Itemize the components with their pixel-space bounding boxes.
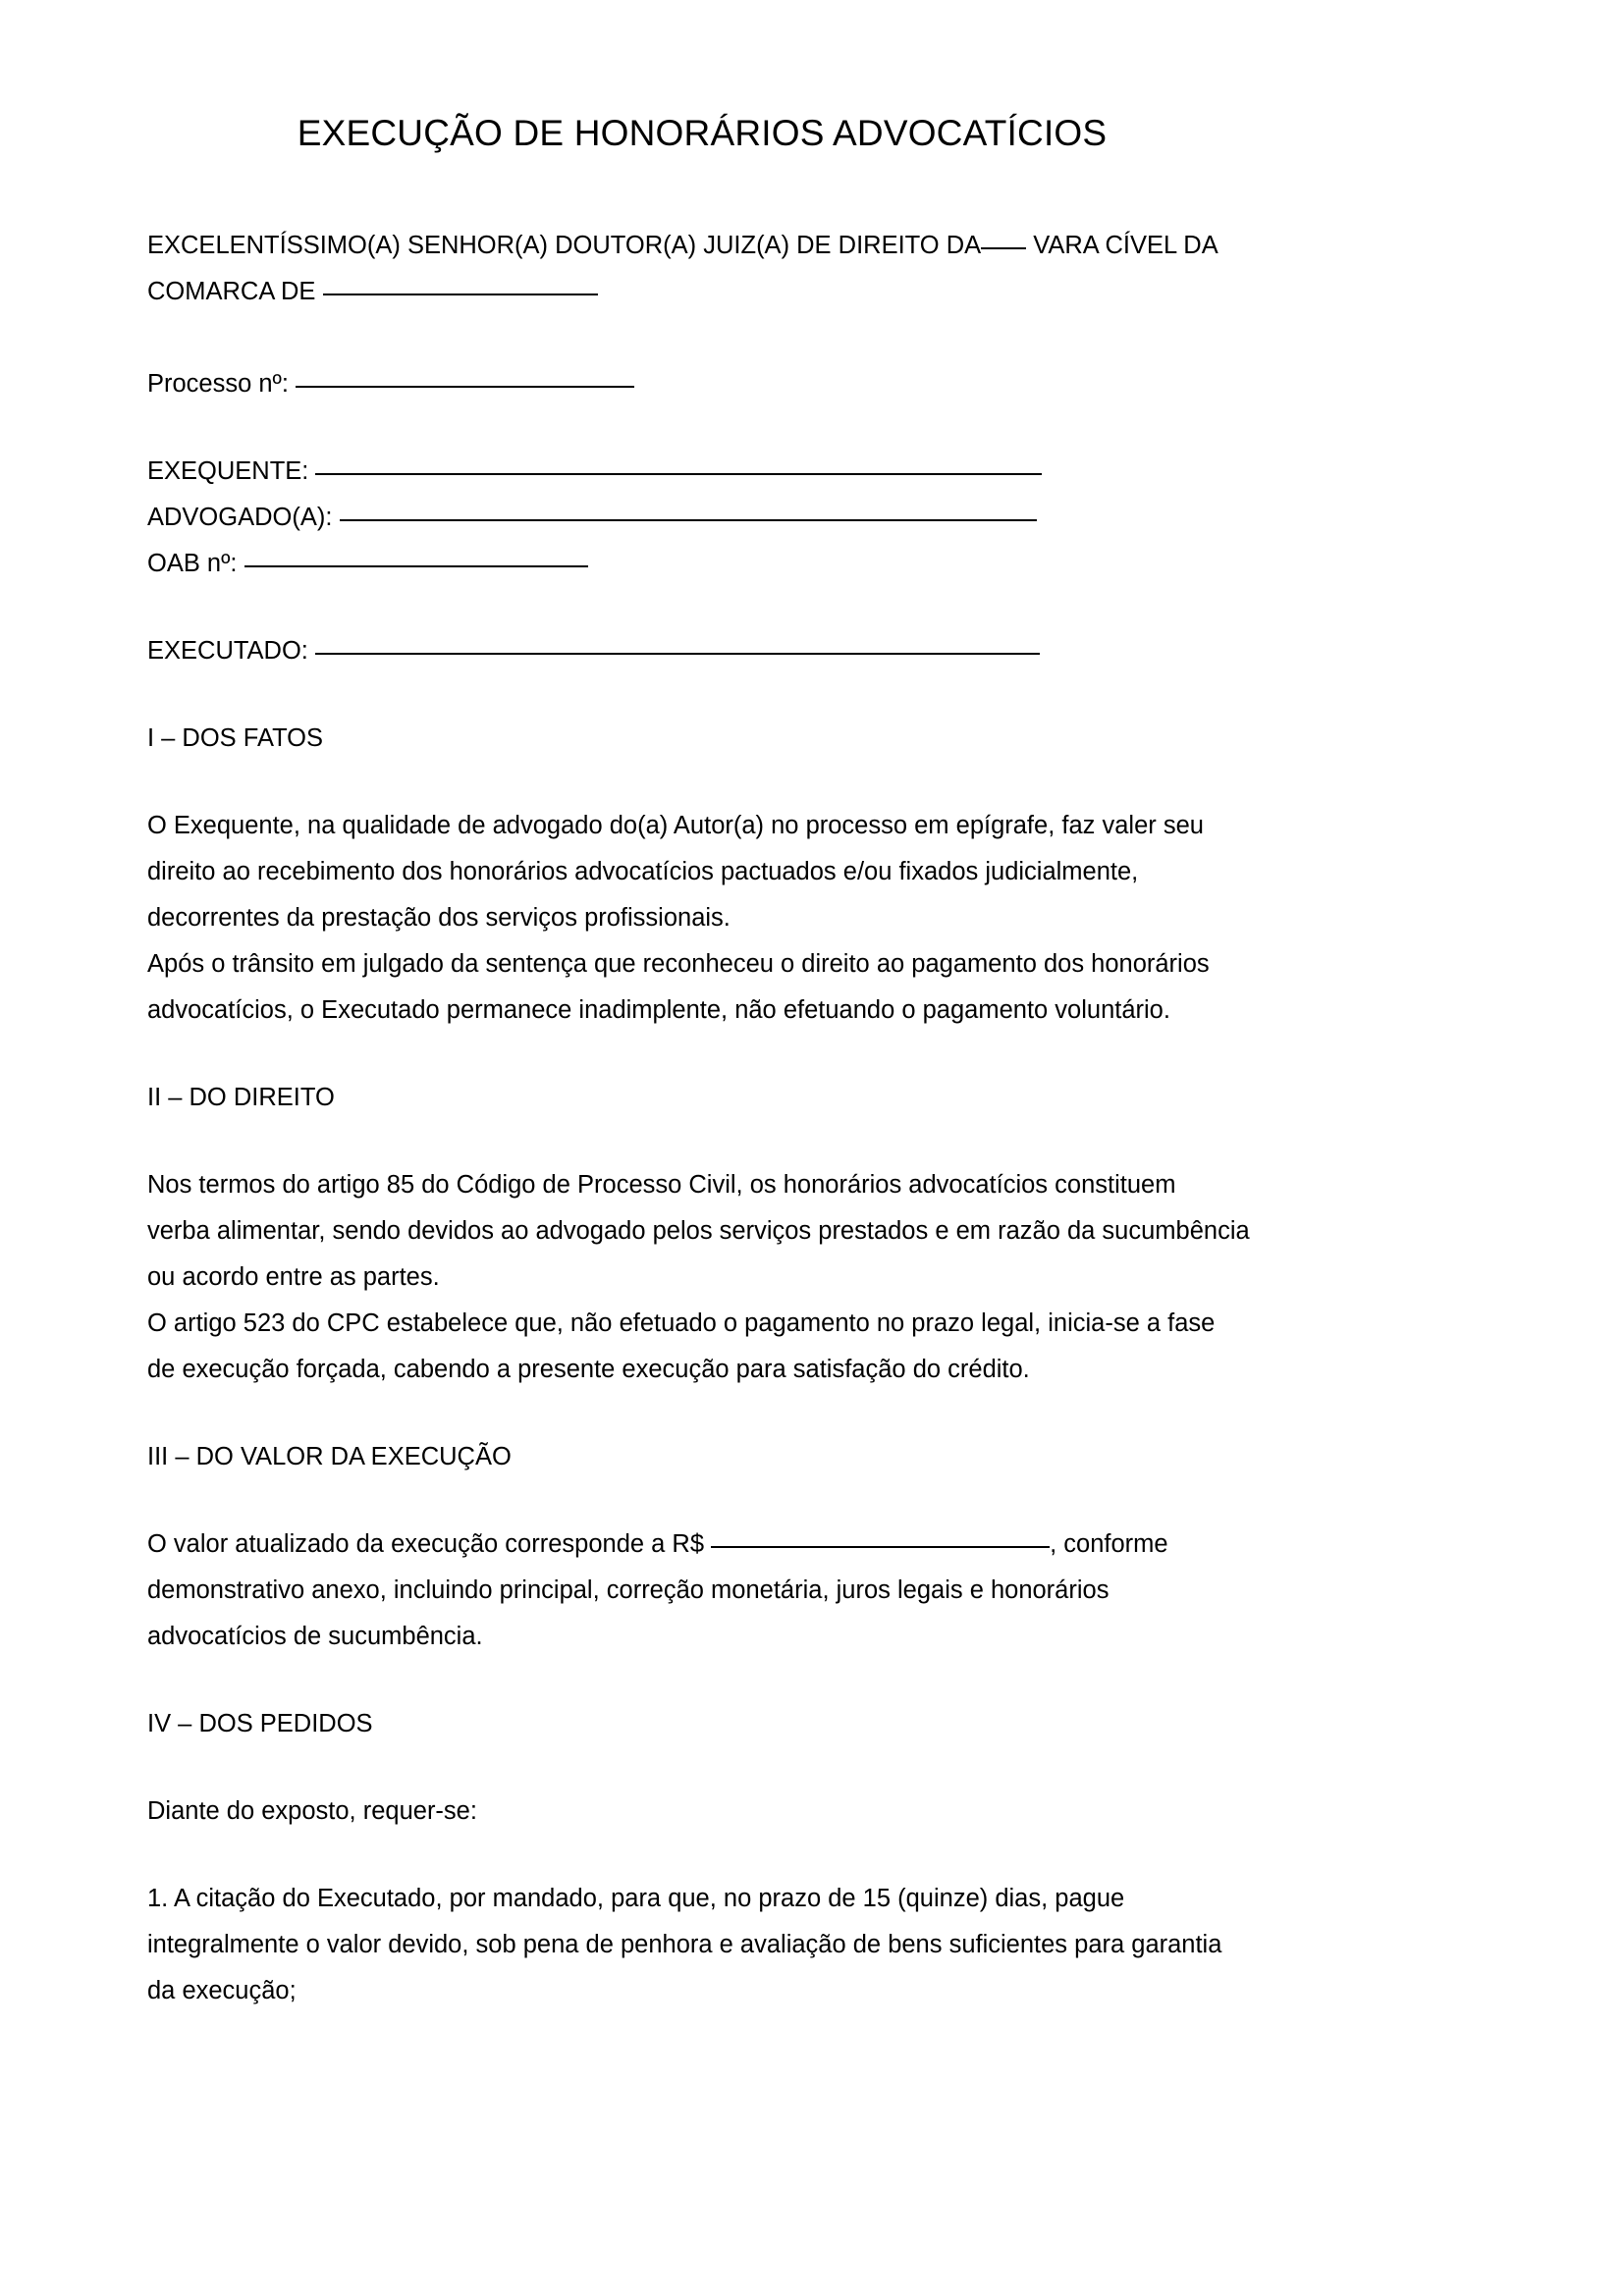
comarca-name-blank[interactable] (323, 294, 598, 295)
paragraph-line: advocatícios de sucumbência. (147, 1623, 483, 1651)
exequente-field-row (147, 449, 1483, 495)
section-i-paragraph (147, 803, 1483, 1034)
paragraph-line: Diante do exposto, requer-se: (147, 1797, 477, 1826)
section-iii-paragraph (147, 1522, 1483, 1660)
addressing-block (147, 223, 1321, 315)
processo-number-blank[interactable] (296, 386, 634, 388)
paragraph-line: ou acordo entre as partes. (147, 1263, 440, 1292)
exequente-label: EXEQUENTE: (147, 457, 309, 486)
section-heading-iv: IV – DOS PEDIDOS (147, 1710, 373, 1738)
oab-field-row (147, 541, 1483, 587)
paragraph-line: demonstrativo anexo, incluindo principal, correção monetária, juros legais e honorários (147, 1576, 1110, 1605)
addressing-line-suffix: VARA CÍVEL DA COMARCA DE (147, 232, 1218, 306)
paragraph-line: integralmente o valor devido, sob pena de penhora e avaliação de bens suficientes para garantia (147, 1931, 1222, 1959)
valor-execucao-blank[interactable] (711, 1546, 1050, 1548)
processo-label: Processo nº: (147, 370, 289, 399)
paragraph-line: Nos termos do artigo 85 do Código de Processo Civil, os honorários advocatícios constituem (147, 1171, 1176, 1200)
section-iv-intro (147, 1789, 1483, 1835)
paragraph-line: advocatícios, o Executado permanece inadimplente, não efetuando o pagamento voluntário. (147, 996, 1170, 1025)
valor-line-suffix: , conforme (1050, 1530, 1168, 1559)
executado-field-row (147, 628, 1483, 674)
section-heading-i: I – DOS FATOS (147, 724, 324, 753)
section-heading-ii: II – DO DIREITO (147, 1084, 335, 1112)
executado-label: EXECUTADO: (147, 637, 308, 666)
paragraph-line: verba alimentar, sendo devidos ao advogado pelos serviços prestados e em razão da sucumbência (147, 1217, 1250, 1246)
advogado-field-row (147, 495, 1483, 541)
paragraph-line: decorrentes da prestação dos serviços profissionais. (147, 904, 731, 933)
paragraph-line: O artigo 523 do CPC estabelece que, não efetuado o pagamento no prazo legal, inicia-se a fase (147, 1309, 1216, 1338)
paragraph-line: O Exequente, na qualidade de advogado do(a) Autor(a) no processo em epígrafe, faz valer seu (147, 812, 1204, 840)
oab-number-blank[interactable] (244, 565, 588, 567)
paragraph-line: direito ao recebimento dos honorários advocatícios pactuados e/ou fixados judicialmente, (147, 858, 1139, 886)
section-ii-paragraph (147, 1162, 1483, 1393)
paragraph-line: de execução forçada, cabendo a presente execução para satisfação do crédito. (147, 1356, 1030, 1384)
advogado-name-blank[interactable] (340, 519, 1037, 521)
paragraph-line: da execução; (147, 1977, 297, 2005)
paragraph-line: 1. A citação do Executado, por mandado, para que, no prazo de 15 (quinze) dias, pague (147, 1885, 1125, 1913)
oab-label: OAB nº: (147, 550, 238, 578)
processo-field-row (147, 361, 1483, 407)
advogado-label: ADVOGADO(A): (147, 504, 333, 532)
parties-block (147, 449, 1483, 587)
executado-name-blank[interactable] (315, 653, 1040, 655)
exequente-name-blank[interactable] (315, 473, 1042, 475)
paragraph-line: Após o trânsito em julgado da sentença que reconheceu o direito ao pagamento dos honorários (147, 950, 1210, 979)
section-heading-iii: III – DO VALOR DA EXECUÇÃO (147, 1443, 512, 1471)
addressing-line-prefix: EXCELENTÍSSIMO(A) SENHOR(A) DOUTOR(A) JUIZ(A) DE DIREITO DA (147, 232, 982, 260)
valor-line (147, 1522, 1483, 1568)
valor-line-prefix: O valor atualizado da execução corresponde a R$ (147, 1530, 705, 1559)
vara-number-blank[interactable] (981, 247, 1026, 249)
pedido-item-1 (147, 1876, 1483, 2014)
document-content (147, 0, 1483, 2014)
page-title: EXECUÇÃO DE HONORÁRIOS ADVOCATÍCIOS (297, 113, 1108, 153)
